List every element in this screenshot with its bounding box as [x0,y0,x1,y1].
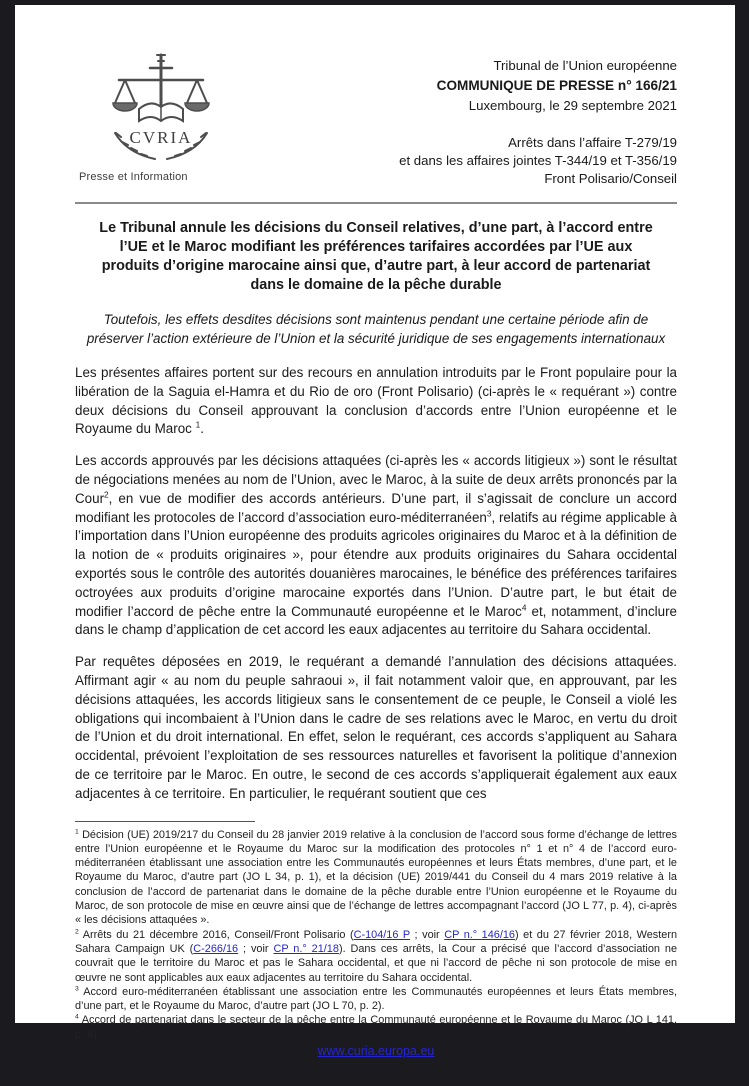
footnote-marker: 3 [486,508,492,519]
press-release-number: COMMUNIQUE DE PRESSE n° 166/21 [436,78,677,93]
header-meta [399,53,677,188]
curia-website-link[interactable]: www.curia.europa.eu [317,1043,435,1058]
footnotes-section [75,828,677,1042]
cvria-logo-block [75,53,265,183]
page-footer [75,1042,677,1086]
header-divider [75,202,677,204]
case-line-1: Arrêts dans l’affaire T-279/19 [508,135,677,150]
case-law-link[interactable]: CP n.° 146/16 [444,928,515,941]
case-law-link[interactable]: C-104/16 P [353,928,411,941]
page-subtitle: Toutefois, les effets desdites décisions sont maintenus pendant une certaine période afin de préserver l’action extérieure de l’Union et la sécurité juridique de ses engagements internationaux [86,312,666,346]
dateline: Luxembourg, le 29 septembre 2021 [468,98,677,113]
body-text [75,364,677,817]
footnote-2: $^2$ Arrêts du 21 décembre 2016, Conseil/Front Polisario (C-104/16 P ; voir CP n.° 146/16) et du 27 février 2018, Western Sahara Campaign UK (C-266/16 ; voir CP n.° 21/18). Dans ces arrêts, la Cour a précisé que l’accord d’association ne couvrait que le territoire du Maroc et pas le Sahara occidental, et que ni l’accord de pêche ni son protocole de mise en œuvre ne sont applicables aux eaux adjacentes au territoire du Sahara occidental. [75,927,678,984]
footnote-3: $^3$ Accord euro-méditerranéen établissant une association entre les Communautés européennes et leurs États membres, d’une part, et le Royaume du Maroc, d’autre part (JO L 70, p. 2). [75,985,677,1013]
footnote-4: $^4$ Accord de partenariat dans le secteur de la pêche entre la Communauté européenne et le Royaume du Maroc (JO L 141, p. 4). [75,1013,677,1041]
footnote-marker: 2 [104,489,109,500]
footnote-marker: 1 [75,827,79,835]
svg-text:CVRIA: CVRIA [129,128,193,147]
case-line-2: et dans les affaires jointes T-344/19 et T-356/19 [399,153,677,168]
paragraph-3: Par requêtes déposées en 2019, le requérant a demandé l’annulation des décisions attaquées. Affirmant agir « au nom du peuple sahraoui », il fait notamment valoir que, en approuvant, par les décisions attaquées, les accords litigieux sans le consentement de ce peuple, le Conseil a violé les obligations qui incombaient à l’Union dans le cadre de ses relations avec le Maroc, en vertu du droit de l’Union et du droit international. En effet, selon le requérant, ces accords s’appliquent au Sahara occidental, prévoient l’exploitation de ses ressources naturelles et favorisent la politique d’annexion de ce territoire par le Maroc. En outre, le second de ces accords s’appliquerait également aux eaux adjacentes à ce territoire. En particulier, le requérant soutient que ces [75,654,677,801]
paragraph-2: Les accords approuvés par les décisions attaquées (ci-après les « accords litigieux ») sont le résultat de négociations menées au nom de l’Union, avec le Maroc, à la suite de deux arrêts prononcés par la Cour$^2$, en vue de modifier des accords antérieurs. D’une part, il s’agissait de conclure un accord modifiant les protocoles de l’accord d’association euro-méditerranéen$^3$, relatifs au régime applicable à l’importation dans l’Union européenne des produits agricoles originaires du Maroc et à la définition de la notion de « produits originaires », pour étendre aux produits originaires du Sahara occidental exportés sous le contrôle des autorités douanières marocaines, le bénéfice des préférences tarifaires octroyées aux produits d’origine marocaine exportés dans l’Union. D’autre part, le but était de modifier l’accord de pêche entre la Communauté européenne et le Maroc$^4$ et, notamment, d’inclure dans le champ d’application de cet accord les eaux adjacentes au territoire du Sahara occidental. [75,453,677,638]
footnote-marker: 2 [75,927,79,935]
footnote-marker: 4 [75,1013,79,1021]
case-law-link[interactable]: CP n.° 21/18 [273,942,339,955]
footnote-1: $^1$ Décision (UE) 2019/217 du Conseil du 28 janvier 2019 relative à la conclusion de l’accord sous forme d’échange de lettres entre l’Union européenne et le Royaume du Maroc sur la modification des protocoles n° 1 et n° 4 de l’accord euro-méditerranéen établissant une association entre les Communautés européennes et leurs États membres, d’une part, et le Royaume du Maroc, d’autre part (JO L 34, p. 1), et la décision (UE) 2019/441 du Conseil du 4 mars 2019 relative à la conclusion de l’accord de partenariat dans le domaine de la pêche durable entre l’Union européenne et le Royaume du Maroc, de son protocole de mise en œuvre ainsi que de l’échange de lettres accompagnant l’accord (JO L 77, p. 4), ci-après « les décisions attaquées ». [75,827,677,927]
paragraph-1: Les présentes affaires portent sur des recours en annulation introduits par le Front populaire pour la libération de la Saguia el-Hamra et du Rio de oro (Front Polisario) (ci-après le « requérant ») contre deux décisions du Conseil approuvant la conclusion d’accords entre l’Union européenne et le Royaume du Maroc $^1$. [75,365,677,437]
court-name: Tribunal de l’Union européenne [493,58,677,73]
footnote-marker: 3 [75,985,79,993]
footnote-divider [75,821,255,822]
press-information-caption: Presse et Information [79,171,188,183]
case-law-link[interactable]: C-266/16 [193,942,239,955]
screenshot-root [0,5,749,1058]
scales-of-justice-icon [97,53,225,165]
press-release-page [15,5,735,1058]
case-line-3: Front Polisario/Conseil [544,171,677,186]
footnote-marker: 1 [195,419,201,430]
footnote-marker: 4 [521,602,527,613]
page-title: Le Tribunal annule les décisions du Conseil relatives, d’une part, à l’accord entre l’UE et le Maroc modifiant les préférences tarifaires accordées par l’UE aux produits d’origine marocaine ainsi que, d’autre part, à leur accord de partenariat dans le domaine de la pêche durable [99,220,653,293]
document-header [75,53,677,188]
case-references [399,134,677,188]
